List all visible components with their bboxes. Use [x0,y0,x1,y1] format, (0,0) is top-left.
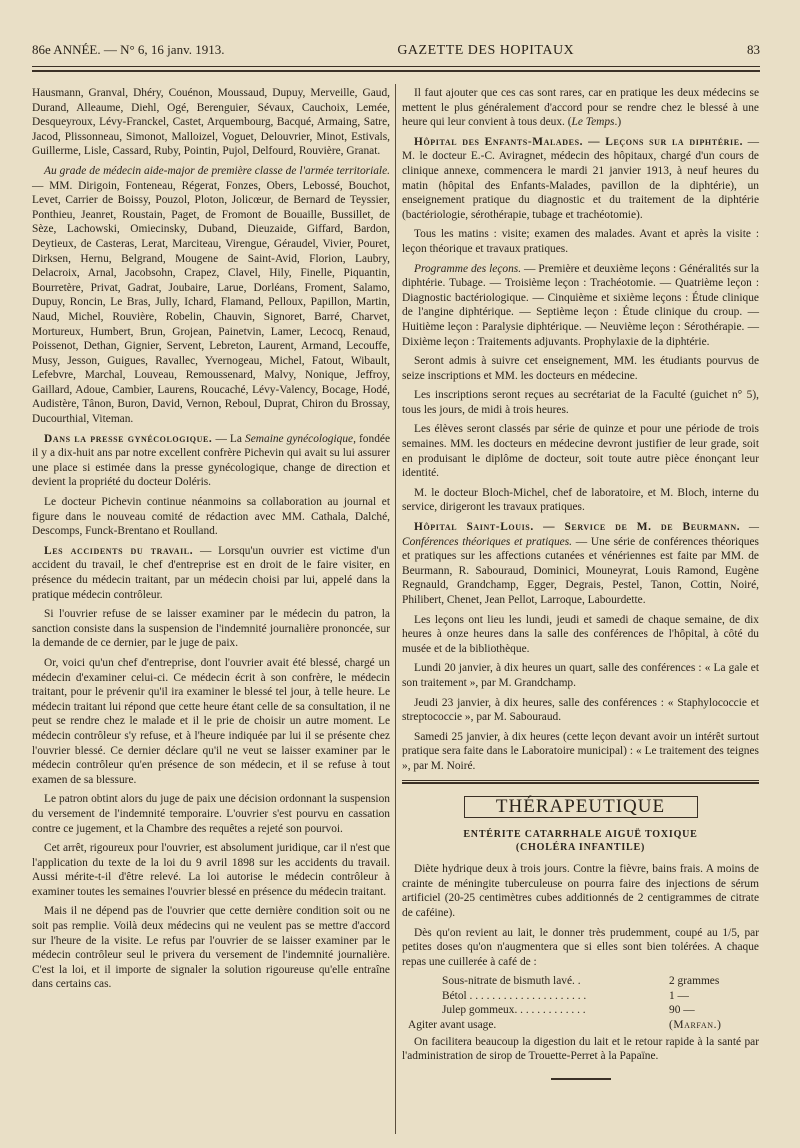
table-row: Sous-nitrate de bismuth lavé. . 2 grammes [442,975,720,988]
paragraph: Dès qu'on revient au lait, le donner très prudemment, coupé au 1/5, par petites doses qu'on n'augmentera que si elles sont bien tolérées. A chaque repas une cuillerée à café de : [402,926,759,968]
paragraph: Les élèves seront classés par série de quinze et pour une période de trois semaines. MM. les docteurs en médecine devront justifier de leur grade, soit en produisant le diplôme de docteur, soit toute autre pièce énonçant leur identité. [402,423,759,480]
paragraph: Les inscriptions seront reçues au secrétariat de la Faculté (guichet n° 5), tous les jours, de midi à trois heures. [402,389,759,416]
table-row: Bétol . . . . . . . . . . . . . . . . . . . . . 1 — [442,989,689,1002]
paragraph: Samedi 25 janvier, à dix heures (cette leçon devant avoir un intérêt surtout pratique sera faite dans le Laboratoire municipal) : « Le traitement des teignes », par M. Noiré. [402,730,759,772]
paragraph: M. le docteur Bloch-Michel, chef de laboratoire, et M. Bloch, interne du service, dirigeront les travaux pratiques. [402,486,759,514]
paragraph: Mais il ne dépend pas de l'ouvrier que cette dernière condition soit ou ne soit pas remplie. Voilà deux médecins qui ne veulent pas se mettre d'accord sur l'heure de la visite. Le refus par l'ouvrier de se laisser examiner par le médecin contrôleur seul le privera du versement de l'indemnité journalière. C'est la loi, et il importe de signaler la solution rigoureuse qu'elle entraîne dans certains cas. [32,905,390,991]
table-row: Agiter avant usage. (Marfan.) [408,1019,722,1032]
paragraph: Or, voici qu'un chef d'entreprise, dont l'ouvrier avait été blessé, chargé un médecin d'examiner celui-ci. Ce médecin écrit à son confrère, le médecin traitant, pour le prévenir qu'il ira examiner le blessé tel jour, à telle heure. Le médecin traitant lui répond que cette heure étant celle de sa consultation, il ne peut se rendre chez le malade et il le prie de choisir un autre moment. Le médecin contrôleur s'y refuse, et à l'heure indiquée par lui il se présente chez l'ouvrier blessé. Ce dernier déclare qu'il ne veut se laisser examiner par le médecin contrôleur qu'en présence de son médecin, et il se refuse à tout examen de sa blessure. [32,656,390,786]
paragraph: Seront admis à suivre cet enseignement, MM. les étudiants pourvus de seize inscriptions et MM. les docteurs en médecine. [402,355,759,382]
paragraph: Les leçons ont lieu les lundi, jeudi et samedi de chaque semaine, de dix heures à onze heures dans la salle des conférences de l'hôpital, à côté du musée et de la bibliothèque. [402,613,759,655]
italic-lead: Au grade de médecin aide-major de première classe de l'armée territoriale. [44,164,390,177]
prescription-table [402,974,759,1032]
paragraph: Programme des leçons. — Première et deuxième leçons : Généralités sur la diphtérie. Tubage. — Troisième leçon : Trachéotomie. — Quatrième leçon : Diagnostic bactériologique. — Cinquième et sixième leçons : Étude clinique de l'angine diphtérique. — Septième leçon : Étude clinique du croup. — Huitième leçon : Paralysie diphtérique. — Neuvième leçon : Sérothérapie. — Dixième leçon : Traitements adjuvants. Prophylaxie de la diphtérie. [402,262,759,348]
paragraph: Diète hydrique deux à trois jours. Contre la fièvre, bains frais. A moins de crainte de méningite tuberculeuse on pourra faire des injections de sérum artificiel (20-25 centimètres cubes additionnés de 2 centigrammes de citrate de caféine). [402,863,759,919]
paragraph: Tous les matins : visite; examen des malades. Avant et après la visite : leçon théorique et travaux pratiques. [402,228,759,255]
paragraph: Hausmann, Granval, Dhéry, Couénon, Moussaud, Dupuy, Merveille, Gaud, Durand, Alleaume, Diehl, Ogé, Berenguier, Sévaux, Cauchoix, Lemée, Desqueyroux, Lévy-Franckel, Castet, Arquembourg, Bacqué, Armaing, Satre, Jacod, Plissonneau, Simonot, Malloizel, Voguet, Delouvrier, Minot, Estivals, Guillerme, Lisle, Cassard, Ruby, Pointin, Pujol, Delfourd, Rouvière, Granat. [32,87,390,158]
section-heading: Hôpital Saint-Louis. [414,521,534,534]
paragraph: On facilitera beaucoup la digestion du lait et le retour rapide à la santé par l'administration de sirop de Trouette-Perret à la Papaïne. [402,1035,759,1063]
end-ornament [551,1078,611,1080]
paragraph: Cet arrêt, rigoureux pour l'ouvrier, est absolument juridique, car il n'est que l'application du texte de la loi du 9 avril 1898 sur les accidents du travail. Aussi mérite-t-il d'être relevé. La loi autorise le médecin contrôleur à examiner toutes les semaines l'ouvrier blessé en présence du médecin traitant. [32,842,390,898]
section-heading: Les accidents du travail. [44,544,194,557]
column-divider [395,84,396,1134]
news-item-enfants-malades: Hôpital des Enfants-Malades. — Leçons sur la diphtérie. — M. le docteur E.-C. Aviragnet, médecin des hôpitaux, chargé d'un cours de clinique annexe, commencera le mardi 21 janvier 1913, à neuf heures du matin (hôpital des Enfants-Malades, pavillon de la diphtérie), un enseignement pratique du diagnostic et du traitement de la diphtérie (bactériologie, sérothérapie, tubage et trachéotomie). [402,135,759,221]
table-row: Julep gommeux. . . . . . . . . . . . . 90 — [442,1004,695,1017]
paragraph: Lundi 20 janvier, à dix heures un quart, salle des conférences : « La gale et son traitement », par M. Grandchamp. [402,662,759,689]
header-rule [32,66,760,67]
paragraph: Le docteur Pichevin continue néanmoins sa collaboration au journal et figure dans le nouveau comité de rédaction avec MM. Cathala, Dalché, Descomps, Funck-Brentano et Roulland. [32,496,390,538]
paragraph: Jeudi 23 janvier, à dix heures, salle des conférences : « Staphylococcie et streptococcie », par M. Sabouraud. [402,696,759,724]
page-header [32,42,760,64]
section-heading: Hôpital des Enfants-Malades. [414,135,584,148]
paragraph: Il faut ajouter que ces cas sont rares, car en pratique les deux médecins se mettent le plus généralement d'accord pour se rendre chez le blessé à une heure qui leur convient à tous deux. (Le Temps.) [402,87,759,129]
section-rule [402,780,759,781]
news-item-presse: Dans la presse gynécologique. — La Semaine gynécologique, fondée il y a dix-huit ans par notre excellent confrère Pichevin qui avait su lui assurer une place si estimée dans la presse gynécologique, change de direction et devient la propriété du docteur Doléris. [32,432,391,489]
paragraph: Au grade de médecin aide-major de première classe de l'armée territoriale. — MM. Dirigoin, Fonteneau, Régerat, Fonzes, Obers, Lebossé, Bouchot, Levet, Carrier de Boissy, Pouzol, Ploton, Jolicœur, de Bernard de Teyssier, Ponthieu, Jeanret, Roustain, Paget, de Fromont de Bouaille, Bussillet, de Sèze, Lachowski, Omiecinsky, Duband, Dieuzaide, Giffard, Bardon, Deytieux, de Casteras, Lerat, Marciteau, Virengue, Géraudel, Vivier, Pouret, Dirksen, Hernu, Belgrand, Mougene de Saint-Avid, Florion, Laubry, Delacroix, Arnal, Jacobsohn, Crapez, Clavel, Hily, Finelle, Piquantin, Bourretère, Privat, Gadrat, Joubaire, Larue, Dorléans, Froment, Salamo, Dupuy, Roncin, Le Bras, Jully, Ichard, Flamand, Pelloux, Papillon, Martin, Naud, Michel, Rouvière, Robelin, Chauvin, Signoret, Barré, Charvet, Mortureux, Humbert, Brun, Grojean, Painetvin, Lamer, Lecocq, Renaud, Poissenot, Dethan, Gignier, Servent, Lebreton, Laurent, Armand, Lecouffe, Musy, Jesson, Guigues, Ravallec, Yvernogeau, Michel, Fatout, Wibault, Lefebvre, Marchal, Louveau, Remoussenard, Malvy, Nonique, Jeffroy, Gaillard, Adoue, Cambier, Laurens, Roucaché, Lévy-Valency, Bocage, Hodé, Audistère, Tânon, Buron, David, Vernon, Reboul, Duprat, Chiron du Brossay, Ducourthial, Viteman. [32,164,390,426]
right-column [402,86,759,1080]
paragraph: Si l'ouvrier refuse de se laisser examiner par le médecin du patron, la sanction consiste dans la suspension de l'indemnité journalière prononcée, sur la demande de ce dernier, par le juge de paix. [32,608,390,650]
page-number: 83 [747,42,760,57]
paragraph: Le patron obtint alors du juge de paix une décision ordonnant la suspension du versement de l'indemnité temporaire. L'ouvrier s'est pourvu en cassation contre ce jugement, et la Chambre des requêtes a rejeté son pourvoi. [32,793,390,835]
header-rule-thick [32,70,760,72]
section-title-therapeutique: THÉRAPEUTIQUE [464,796,698,819]
section-heading: Dans la presse gynécologique. [44,432,213,445]
article-title: ENTÉRITE CATARRHALE AIGUË TOXIQUE (CHOLÉRA INFANTILE) [463,829,698,854]
news-item-saint-louis: Hôpital Saint-Louis. — Service de M. de Beurmann. — Conférences théoriques et pratiques. — Une série de conférences théoriques et pratiques sur les affections cutanées et vénériennes est faite par MM. de Beurmann, R. Sabouraud, Dominici, Mouneyrat, Louis Ramond, Eugène Regnauld, Grandchamp, Egger, Degrais, Pestel, Tanon, Cottin, Noiré, Philibert, Chenet, Jean Pellot, Larroque, Labourdette. [402,521,760,606]
journal-title: GAZETTE DES HOPITAUX [397,43,575,58]
issue-line: 86e ANNÉE. — N° 6, 16 janv. 1913. [32,42,225,57]
left-column [32,86,390,997]
section-rule-thick [402,782,759,784]
news-item-accidents: Les accidents du travail. — Lorsqu'un ouvrier est victime d'un accident du travail, le chef d'entreprise est en droit de le faire visiter, en présence du médecin traitant, par un médecin choisi par lui, appelé dans la pratique médecin contrôleur. [32,544,390,601]
